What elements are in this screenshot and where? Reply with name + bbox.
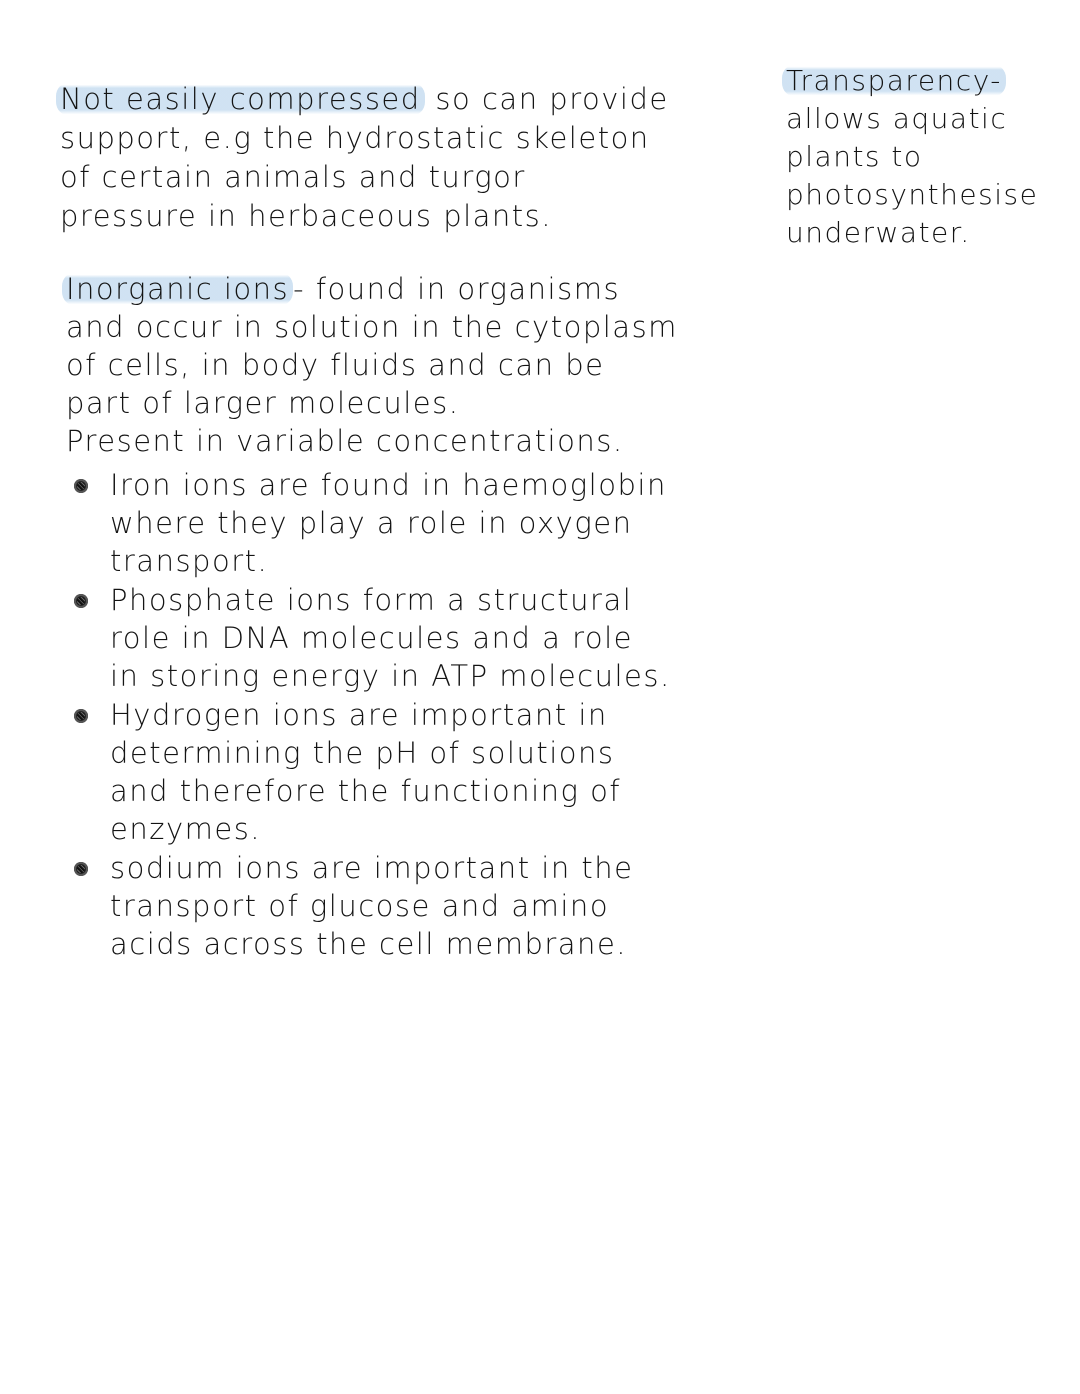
list-item-line: role in DNA molecules and a role [110, 621, 634, 655]
list-item-line: sodium ions are important in the [110, 851, 634, 885]
list-item-iron [72, 466, 832, 580]
ions-line-1-rest: - found in organisms [293, 272, 621, 306]
transparency-line-3: plants to [786, 140, 923, 173]
ions-heading-highlight: Inorganic ions [62, 272, 293, 306]
list-item-line: acids across the cell membrane. [110, 927, 627, 961]
compress-line-4: pressure in herbaceous plants. [60, 199, 553, 233]
list-item-line: where they play a role in oxygen [110, 506, 633, 540]
list-item-line: determining the pH of solutions [110, 736, 615, 770]
compress-line-1 [60, 80, 669, 119]
compress-line-3: of certain animals and turgor [60, 160, 526, 194]
transparency-note [786, 62, 1038, 252]
list-item-line: enzymes. [110, 812, 262, 846]
compress-line-1-rest: so can provide [424, 82, 669, 116]
ions-line-2: and occur in solution in the cytoplasm [66, 310, 678, 344]
compressibility-note [60, 80, 669, 236]
ions-line-4: part of larger molecules. [66, 386, 460, 420]
list-item-line: transport of glucose and amino [110, 889, 610, 923]
bullet-dot-icon [74, 709, 88, 723]
bullet-dot-icon [74, 862, 88, 876]
transparency-line-1 [786, 62, 1038, 100]
compress-line-2: support, e.g the hydrostatic skeleton [60, 121, 650, 155]
list-item-sodium [72, 849, 832, 963]
list-item-line: Hydrogen ions are important in [110, 698, 608, 732]
bullet-dot-icon [74, 479, 88, 493]
ion-examples-list [72, 466, 832, 964]
transparency-line-2: allows aquatic [786, 102, 1008, 135]
list-item-line: Iron ions are found in haemoglobin [110, 468, 667, 502]
list-item-phosphate [72, 581, 832, 695]
ions-line-3: of cells, in body fluids and can be [66, 348, 605, 382]
list-item-hydrogen [72, 696, 832, 848]
transparency-heading-highlight: Transparency- [782, 64, 1006, 97]
list-item-line: transport. [110, 544, 269, 578]
transparency-line-4: photosynthesise [786, 178, 1039, 211]
list-item-line: and therefore the functioning of [110, 774, 622, 808]
transparency-line-5: underwater. [786, 216, 971, 249]
list-item-line: in storing energy in ATP molecules. [110, 659, 671, 693]
bullet-dot-icon [74, 594, 88, 608]
inorganic-ions-note [66, 270, 678, 460]
ions-line-1 [66, 270, 678, 308]
list-item-line: Phosphate ions form a structural [110, 583, 633, 617]
compress-heading-highlight: Not easily compressed [56, 82, 425, 116]
ions-line-5: Present in variable concentrations. [66, 424, 624, 458]
